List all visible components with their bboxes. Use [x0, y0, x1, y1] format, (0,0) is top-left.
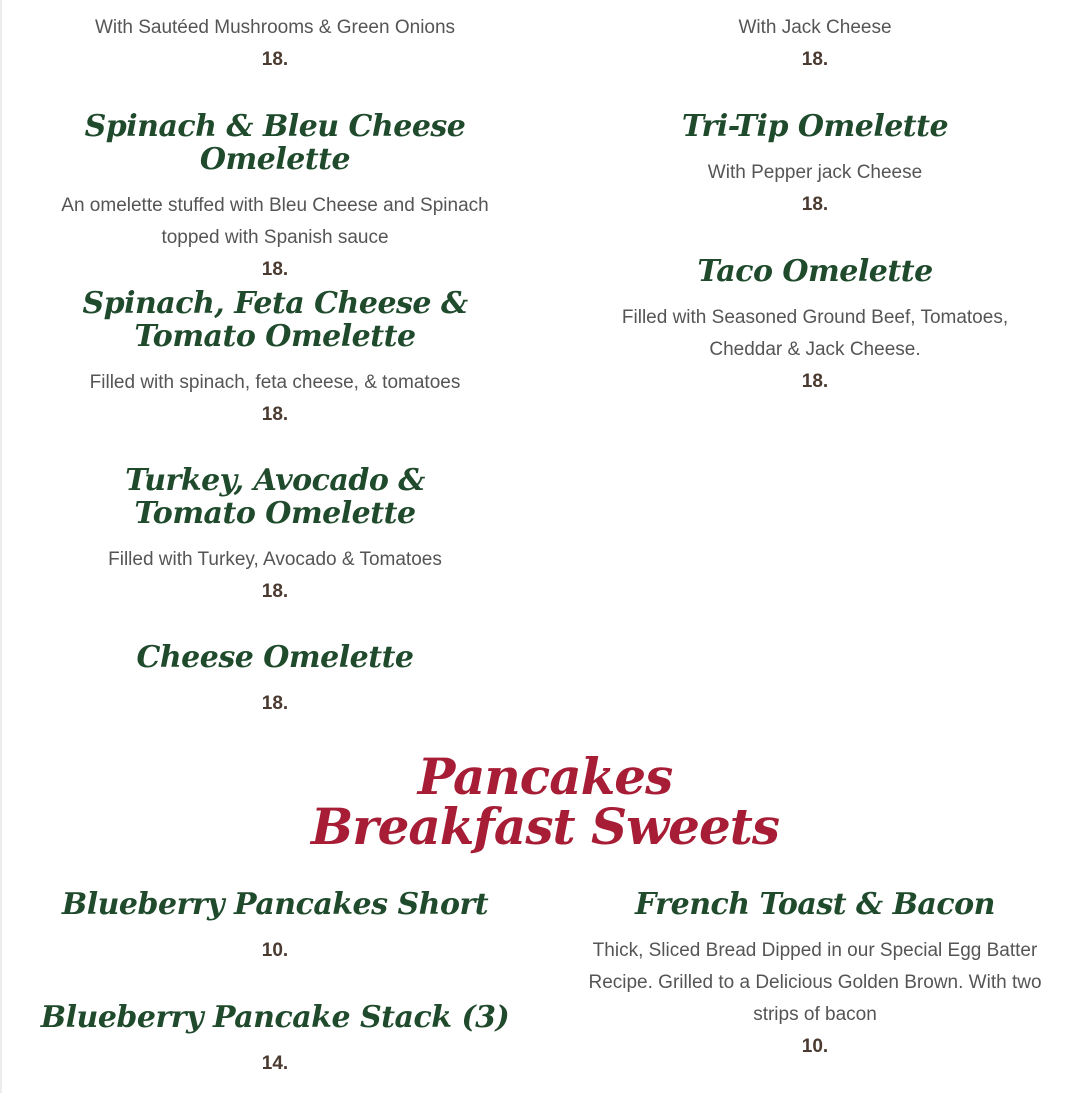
item-title: Blueberry Pancakes Short: [61, 887, 489, 922]
menu-item: [30, 12, 520, 76]
pancakes-right-column: [570, 870, 1060, 1093]
item-price: 14.: [261, 1053, 289, 1074]
item-title: French Toast & Bacon: [635, 887, 995, 922]
item-price: 10.: [261, 940, 289, 961]
menu-item: [30, 641, 520, 720]
item-description: Thick, Sliced Bread Dipped in our Special Egg Batter Recipe. Grilled to a Delicious Golden Brown. With two strips of bacon: [588, 940, 1042, 1025]
item-price: 18.: [261, 404, 289, 425]
item-title: Cheese Omelette: [136, 640, 414, 675]
menu-item: [30, 1001, 520, 1080]
menu-item: [570, 888, 1060, 1063]
pancakes-left-column: [30, 870, 520, 1093]
item-title: Spinach & Bleu Cheese Omelette: [84, 109, 466, 177]
item-description: With Pepper jack Cheese: [707, 162, 923, 183]
page-edge-divider: [0, 0, 2, 1093]
item-price: 18.: [801, 49, 829, 70]
item-description: With Jack Cheese: [738, 17, 892, 38]
menu-item: [570, 110, 1060, 221]
item-description: Filled with spinach, feta cheese, & tomatoes: [89, 372, 461, 393]
item-description: With Sautéed Mushrooms & Green Onions: [94, 17, 456, 38]
menu-item: [30, 110, 520, 286]
menu-item: [30, 464, 520, 608]
section-heading: [0, 747, 1090, 856]
item-price: 10.: [801, 1036, 829, 1057]
menu-item: [30, 287, 520, 431]
item-price: 18.: [801, 371, 829, 392]
right-menu-column: [570, 0, 1060, 420]
item-price: 18.: [261, 49, 289, 70]
menu-item: [570, 12, 1060, 76]
item-description: Filled with Seasoned Ground Beef, Tomatoes, Cheddar & Jack Cheese.: [621, 307, 1009, 360]
menu-item: [570, 255, 1060, 398]
item-title: Spinach, Feta Cheese & Tomato Omelette: [82, 286, 468, 354]
item-price: 18.: [261, 693, 289, 714]
section-heading-line2: Breakfast Sweets: [310, 797, 780, 856]
item-description: Filled with Turkey, Avocado & Tomatoes: [108, 549, 442, 570]
item-price: 18.: [261, 259, 289, 280]
item-price: 18.: [801, 194, 829, 215]
item-title: Taco Omelette: [697, 254, 933, 289]
item-price: 18.: [261, 581, 289, 602]
section-heading-line1: Pancakes: [417, 747, 673, 806]
item-title: Blueberry Pancake Stack (3): [40, 1000, 510, 1035]
item-description: An omelette stuffed with Bleu Cheese and Spinach topped with Spanish sauce: [61, 195, 489, 248]
item-title: Turkey, Avocado & Tomato Omelette: [125, 463, 425, 531]
item-title: Tri-Tip Omelette: [681, 109, 949, 144]
menu-item: [30, 888, 520, 967]
left-menu-column: [30, 0, 520, 730]
